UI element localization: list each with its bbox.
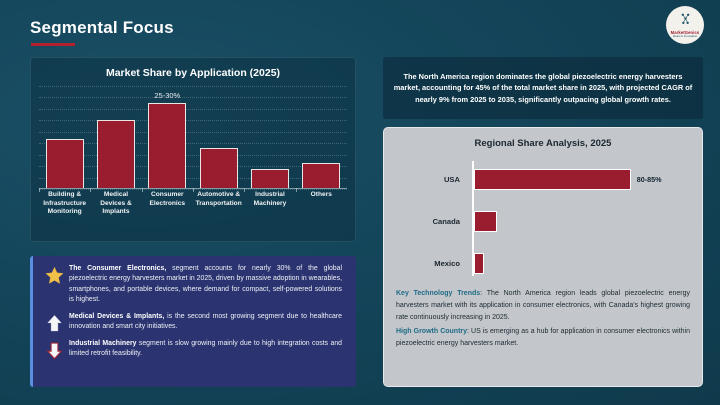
bar-slot [193, 86, 244, 188]
regional-bar-track [474, 165, 692, 193]
list-item [39, 339, 346, 360]
trend-body: : US is emerging as a hub for application in consumer electronics within piezoelectric energy harvesters market. [396, 328, 690, 348]
regional-bar-row [394, 165, 692, 193]
trend-paragraph [396, 326, 690, 350]
list-item-text [69, 339, 346, 360]
regional-analysis-card [383, 127, 703, 387]
list-item-text [69, 264, 346, 306]
logo-tagline: Ideas to Innovation [672, 34, 698, 39]
regional-bar-row [394, 207, 692, 235]
category-label: Medical Devices & Implants [100, 191, 132, 216]
bar [46, 139, 84, 188]
regional-chart-title: Regional Share Analysis, 2025 [474, 138, 612, 149]
bar-slot [244, 86, 295, 188]
list-item-body: segment accounts for nearly 30% of the global piezoelectric energy harvesters market in 2025, driven by massive adoption in wearables, smartphones, and portable devices, where demand for compact, self-powered solutions is highest. [69, 265, 343, 304]
regional-bar-value: 80-85% [636, 174, 662, 184]
trend-key-label: High Growth Country [396, 328, 468, 336]
regional-bar-label: USA [443, 174, 460, 184]
arrow-up-icon [39, 312, 69, 333]
market-share-chart-panel [30, 57, 356, 242]
category-label: Industrial Machinery [253, 191, 287, 207]
bar-slot [296, 86, 347, 188]
regional-bar-track [474, 249, 692, 277]
list-item [39, 264, 346, 306]
list-item-body: segment is slow growing mainly due to high integration costs and limited retrofit feasibility. [69, 339, 342, 358]
title-underline [31, 43, 75, 46]
chart-x-axis [39, 188, 347, 189]
regional-bar-row [394, 249, 692, 277]
category-label: Building & Infrastructure Monitoring [43, 191, 87, 216]
chart-category-labels [39, 191, 347, 235]
bar-series [39, 86, 347, 188]
regional-bar [474, 169, 631, 190]
regional-bar-chart [394, 161, 692, 276]
regional-bar [474, 211, 497, 232]
segment-insights-panel [30, 256, 356, 387]
list-item [39, 312, 346, 333]
bar [148, 103, 186, 188]
category-label: Others [310, 191, 332, 198]
bar-value-label: 25-30% [154, 91, 181, 100]
list-item-body: is the second most growing segment due to healthcare innovation and smart city initiatives. [69, 312, 343, 331]
network-nodes-icon [679, 12, 692, 30]
arrow-down-icon [39, 339, 69, 360]
bar-slot [142, 86, 193, 188]
list-item-bold: Industrial Machinery [69, 339, 137, 347]
list-item-bold: The Consumer Electronics, [69, 265, 167, 272]
regional-bar [474, 253, 484, 274]
brand-logo [666, 6, 704, 44]
star-icon [39, 264, 69, 285]
bar [302, 163, 340, 188]
chart-title: Market Share by Application (2025) [105, 67, 281, 79]
logo-name: MarketGenics [670, 29, 700, 35]
trend-key-label: Key Technology Trends [396, 290, 481, 297]
region-callout-text: The North America region dominates the global piezoelectric energy harvesters market, accounting for 45% of the total market share in 2025, with projected CAGR of nearly 9% from 2025 to 2035, significantly outpacing global growth rates. [393, 71, 693, 104]
page-title: Segmental Focus [30, 18, 174, 37]
category-label: Automotive & Transportation [195, 191, 242, 207]
bar-slot [39, 86, 90, 188]
bar [200, 148, 238, 188]
regional-bar-label: Canada [432, 216, 460, 226]
regional-bar-track [474, 207, 692, 235]
regional-bar-label: Mexico [434, 258, 460, 268]
bar-chart-plot [39, 86, 347, 189]
trend-body: : The North America region leads global piezoelectric energy harvesters market with its application in consumer electronics, with Canada's highest growing rate continuously increasing in 2025. [396, 290, 690, 322]
bar [97, 120, 135, 188]
technology-trends-block [394, 288, 692, 350]
list-item-bold: Medical Devices & Implants, [69, 312, 165, 320]
bar [251, 169, 289, 188]
category-label: Consumer Electronics [149, 191, 186, 207]
list-item-text [69, 312, 346, 333]
region-callout [383, 57, 703, 119]
trend-paragraph [396, 288, 690, 324]
bar-slot [90, 86, 141, 188]
